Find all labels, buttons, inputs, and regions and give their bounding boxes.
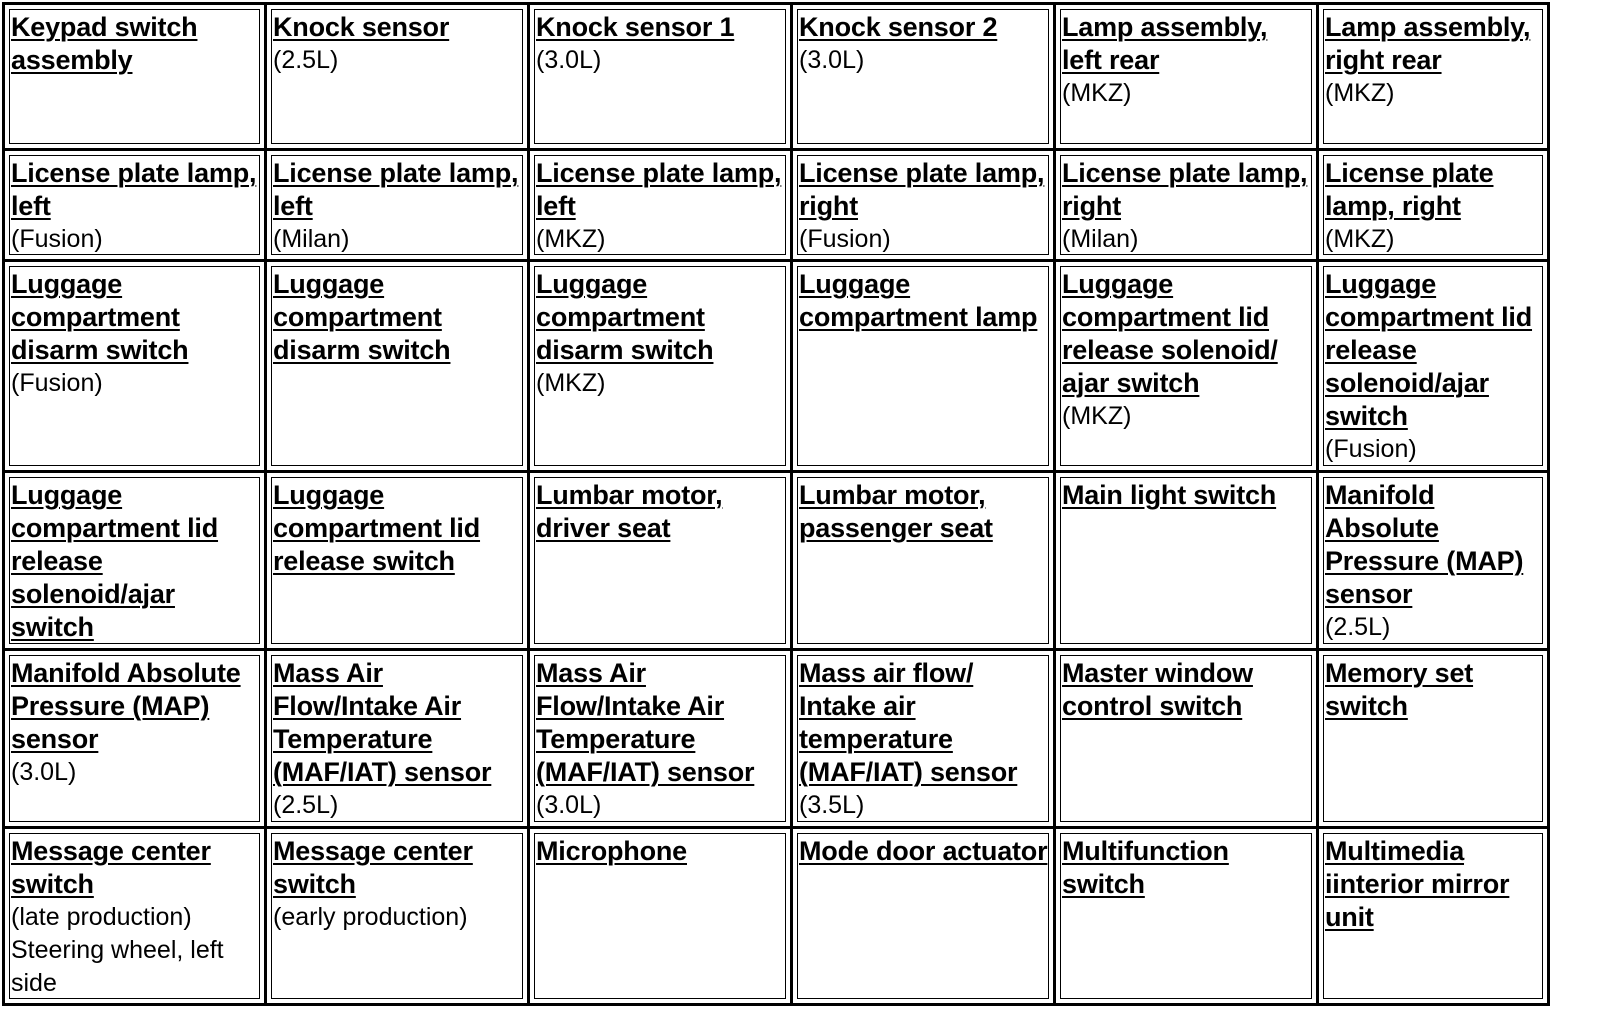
component-cell: [1056, 151, 1316, 259]
component-link[interactable]: License plate lamp, right: [799, 158, 1045, 221]
component-cell: [530, 5, 790, 148]
component-cell: [530, 151, 790, 259]
component-note: (late production): [11, 903, 192, 931]
component-cell: [1056, 473, 1316, 648]
component-link[interactable]: License plate lamp, left: [536, 158, 782, 221]
component-note: Steering wheel, left side: [11, 936, 224, 997]
component-cell: [5, 829, 264, 1003]
component-link[interactable]: Luggage compartment disarm switch: [273, 269, 451, 365]
table-row: [5, 651, 1547, 826]
component-note: (Milan): [273, 225, 350, 253]
table-row: [5, 829, 1547, 1003]
component-cell: [267, 651, 527, 826]
component-link[interactable]: Lamp assembly, left rear: [1062, 12, 1268, 75]
component-link[interactable]: Luggage compartment lamp: [799, 269, 1038, 332]
component-link[interactable]: Memory set switch: [1325, 658, 1474, 721]
table-body: [5, 5, 1547, 1003]
component-note: (3.0L): [536, 791, 602, 819]
component-link[interactable]: Lumbar motor, driver seat: [536, 480, 723, 543]
component-cell: [5, 473, 264, 648]
component-note: (2.5L): [273, 791, 339, 819]
component-link[interactable]: License plate lamp, right: [1062, 158, 1308, 221]
component-link[interactable]: Multifunction switch: [1062, 836, 1229, 899]
component-cell: [530, 473, 790, 648]
component-link[interactable]: License plate lamp, right: [1325, 158, 1494, 221]
component-note: (Fusion): [799, 225, 891, 253]
component-link[interactable]: Knock sensor 1: [536, 12, 735, 42]
table-row: [5, 262, 1547, 470]
component-link[interactable]: Knock sensor: [273, 12, 450, 42]
component-link[interactable]: Mass Air Flow/Intake Air Temperature (MAF/IAT) sensor: [273, 658, 492, 787]
component-note: (early production): [273, 903, 468, 931]
component-cell: [5, 151, 264, 259]
component-link[interactable]: Knock sensor 2: [799, 12, 998, 42]
component-note: (Fusion): [11, 369, 103, 397]
table-row: [5, 473, 1547, 648]
component-cell: [267, 151, 527, 259]
component-link[interactable]: Luggage compartment disarm switch: [11, 269, 189, 365]
component-cell: [267, 829, 527, 1003]
component-link[interactable]: Master window control switch: [1062, 658, 1253, 721]
component-link[interactable]: License plate lamp, left: [11, 158, 257, 221]
component-note: (MKZ): [536, 369, 606, 397]
component-cell: [793, 829, 1053, 1003]
component-cell: [1056, 5, 1316, 148]
component-cell: [1319, 5, 1547, 148]
component-note: (Milan): [1062, 225, 1139, 253]
component-cell: [1319, 262, 1547, 470]
component-link[interactable]: Lumbar motor, passenger seat: [799, 480, 993, 543]
component-cell: [1319, 473, 1547, 648]
component-cell: [793, 473, 1053, 648]
component-cell: [793, 262, 1053, 470]
component-link[interactable]: Keypad switch assembly: [11, 12, 198, 75]
component-cell: [530, 829, 790, 1003]
component-link[interactable]: Microphone: [536, 836, 687, 866]
component-link[interactable]: License plate lamp, left: [273, 158, 519, 221]
component-cell: [530, 262, 790, 470]
component-link[interactable]: Mode door actuator: [799, 836, 1048, 866]
component-link[interactable]: Luggage compartment lid release solenoid/ajar switch: [1325, 269, 1533, 431]
component-cell: [530, 651, 790, 826]
component-note: (MKZ): [1325, 225, 1395, 253]
component-cell: [5, 262, 264, 470]
component-link[interactable]: Mass Air Flow/Intake Air Temperature (MAF/IAT) sensor: [536, 658, 755, 787]
component-cell: [1319, 151, 1547, 259]
component-note: (2.5L): [1325, 613, 1391, 641]
component-cell: [5, 5, 264, 148]
component-note: (Fusion): [11, 225, 103, 253]
component-cell: [793, 651, 1053, 826]
component-note: (MKZ): [1062, 402, 1132, 430]
component-link[interactable]: Message center switch: [11, 836, 211, 899]
component-note: (2.5L): [273, 46, 339, 74]
component-link[interactable]: Main light switch: [1062, 480, 1277, 510]
component-cell: [1056, 262, 1316, 470]
component-cell: [267, 262, 527, 470]
component-cell: [5, 651, 264, 826]
component-link[interactable]: Mass air flow/ Intake air temperature (MAF/IAT) sensor: [799, 658, 1018, 787]
component-note: (3.0L): [11, 758, 77, 786]
component-link[interactable]: Manifold Absolute Pressure (MAP) sensor: [11, 658, 241, 754]
component-note: (MKZ): [1325, 79, 1395, 107]
component-note: (3.0L): [799, 46, 865, 74]
component-cell: [793, 151, 1053, 259]
component-link[interactable]: Luggage compartment lid release solenoid/ ajar switch: [1062, 269, 1278, 398]
component-note: (MKZ): [1062, 79, 1132, 107]
component-cell: [1319, 651, 1547, 826]
component-link[interactable]: Luggage compartment lid release switch: [273, 480, 481, 576]
component-note: (MKZ): [536, 225, 606, 253]
component-cell: [1319, 829, 1547, 1003]
component-link[interactable]: Luggage compartment lid release solenoid/ajar switch: [11, 480, 219, 642]
component-link[interactable]: Message center switch: [273, 836, 473, 899]
component-cell: [793, 5, 1053, 148]
component-cell: [1056, 829, 1316, 1003]
component-link[interactable]: Lamp assembly, right rear: [1325, 12, 1531, 75]
component-note: (3.5L): [799, 791, 865, 819]
component-index-table: [2, 2, 1550, 1006]
component-cell: [267, 5, 527, 148]
component-note: (Fusion): [1325, 435, 1417, 463]
table-row: [5, 5, 1547, 148]
component-cell: [1056, 651, 1316, 826]
component-link[interactable]: Luggage compartment disarm switch: [536, 269, 714, 365]
component-link[interactable]: Multimedia iinterior mirror unit: [1325, 836, 1510, 932]
table-row: [5, 151, 1547, 259]
component-note: (3.0L): [536, 46, 602, 74]
component-link[interactable]: Manifold Absolute Pressure (MAP) sensor: [1325, 480, 1524, 609]
component-cell: [267, 473, 527, 648]
